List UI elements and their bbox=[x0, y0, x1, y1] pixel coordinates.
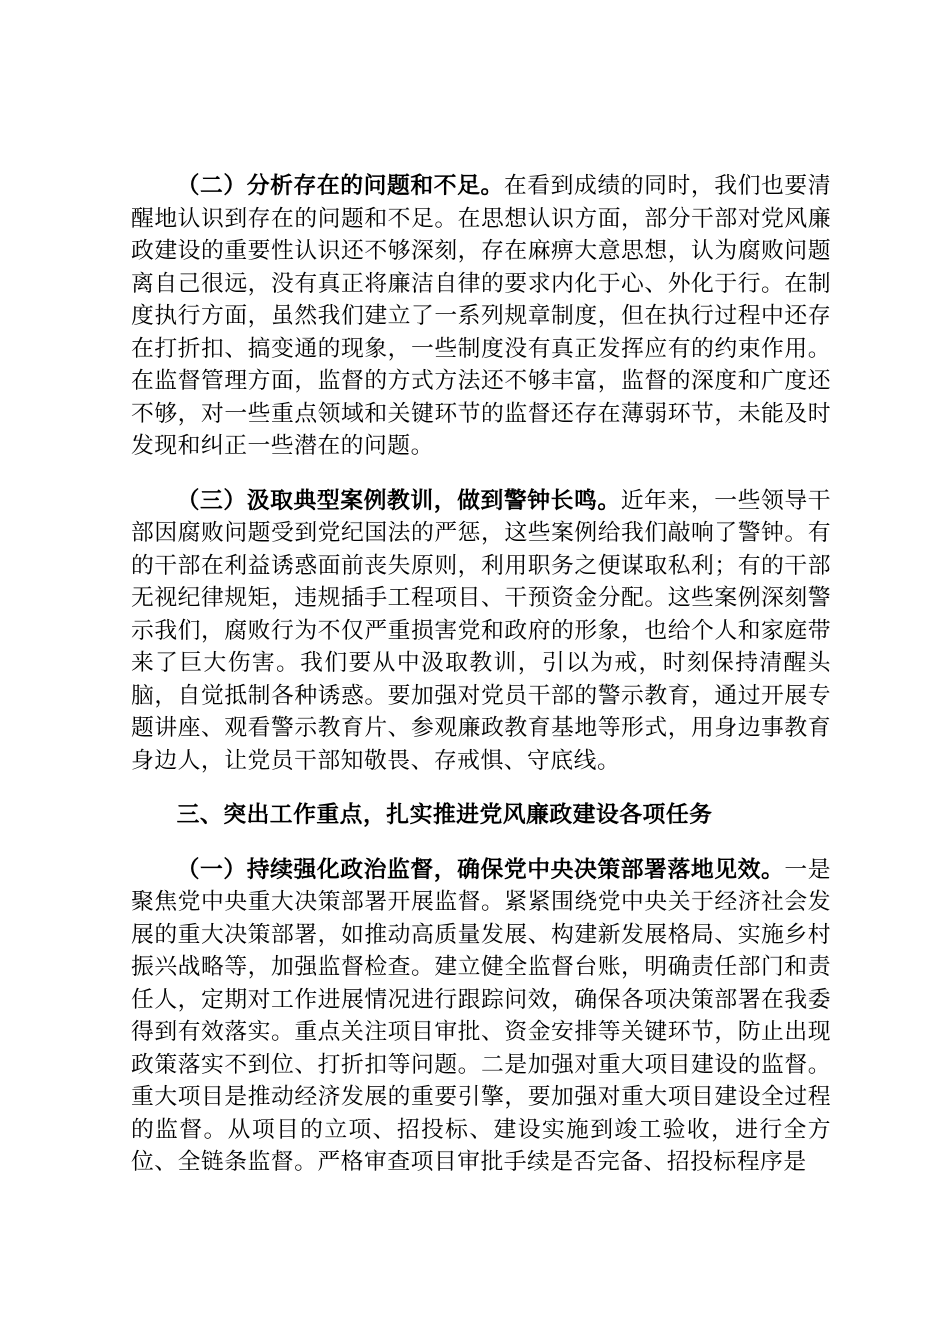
document-page bbox=[131, 170, 831, 1179]
paragraph-body: 近年来，一些领导干部因腐败问题受到党纪国法的严惩，这些案例给我们敲响了警钟。有的干部在利益诱惑面前丧失原则，利用职务之便谋取私利；有的干部无视纪律规矩，违规插手工程项目、干预资金分配。这些案例深刻警示我们，腐败行为不仅严重损害党和政府的形象，也给个人和家庭带来了巨大伤害。我们要从中汲取教训，引以为戒，时刻保持清醒头脑，自觉抵制各种诱惑。要加强对党员干部的警示教育，通过开展专题讲座、观看警示教育片、参观廉政教育基地等形式，用身边事教育身边人，让党员干部知敬畏、存戒惧、守底线。 bbox=[131, 487, 832, 774]
section-heading: 三、突出工作重点，扎实推进党风廉政建设各项任务 bbox=[176, 802, 713, 828]
paragraph-body: 在看到成绩的同时，我们也要清醒地认识到存在的问题和不足。在思想认识方面，部分干部对党风廉政建设的重要性认识还不够深刻，存在麻痹大意思想，认为腐败问题离自己很远，没有真正将廉洁自律的要求内化于心、外化于行。在制度执行方面，虽然我们建立了一系列规章制度，但在执行过程中还存在打折扣、搞变通的现象，一些制度没有真正发挥应有的约束作用。在监督管理方面，监督的方式方法还不够丰富，监督的深度和广度还不够，对一些重点领域和关键环节的监督还存在薄弱环节，未能及时发现和纠正一些潜在的问题。 bbox=[131, 173, 832, 459]
paragraph-lessons bbox=[131, 485, 831, 778]
paragraph-lead: （一）持续强化政治监督，确保党中央决策部署落地见效。 bbox=[176, 856, 785, 883]
paragraph-problems bbox=[131, 170, 831, 463]
paragraph-lead: （三）汲取典型案例教训，做到警钟长鸣。 bbox=[176, 487, 621, 514]
paragraph-political-supervision bbox=[131, 854, 831, 1179]
paragraph-body: 一是聚焦党中央重大决策部署开展监督。紧紧围绕党中央关于经济社会发展的重大决策部署，如推动高质量发展、构建新发展格局、实施乡村振兴战略等，加强监督检查。建立健全监督台账，明确责任部门和责任人，定期对工作进展情况进行跟踪问效，确保各项决策部署在我委得到有效落实。重点关注项目审批、资金安排等关键环节，防止出现政策落实不到位、打折扣等问题。二是加强对重大项目建设的监督。重大项目是推动经济发展的重要引擎，要加强对重大项目建设全过程的监督。从项目的立项、招投标、建设实施到竣工验收，进行全方位、全链条监督。严格审查项目审批手续是否完备、招投标程序是 bbox=[131, 856, 832, 1175]
paragraph-lead: （二）分析存在的问题和不足。 bbox=[176, 173, 504, 199]
